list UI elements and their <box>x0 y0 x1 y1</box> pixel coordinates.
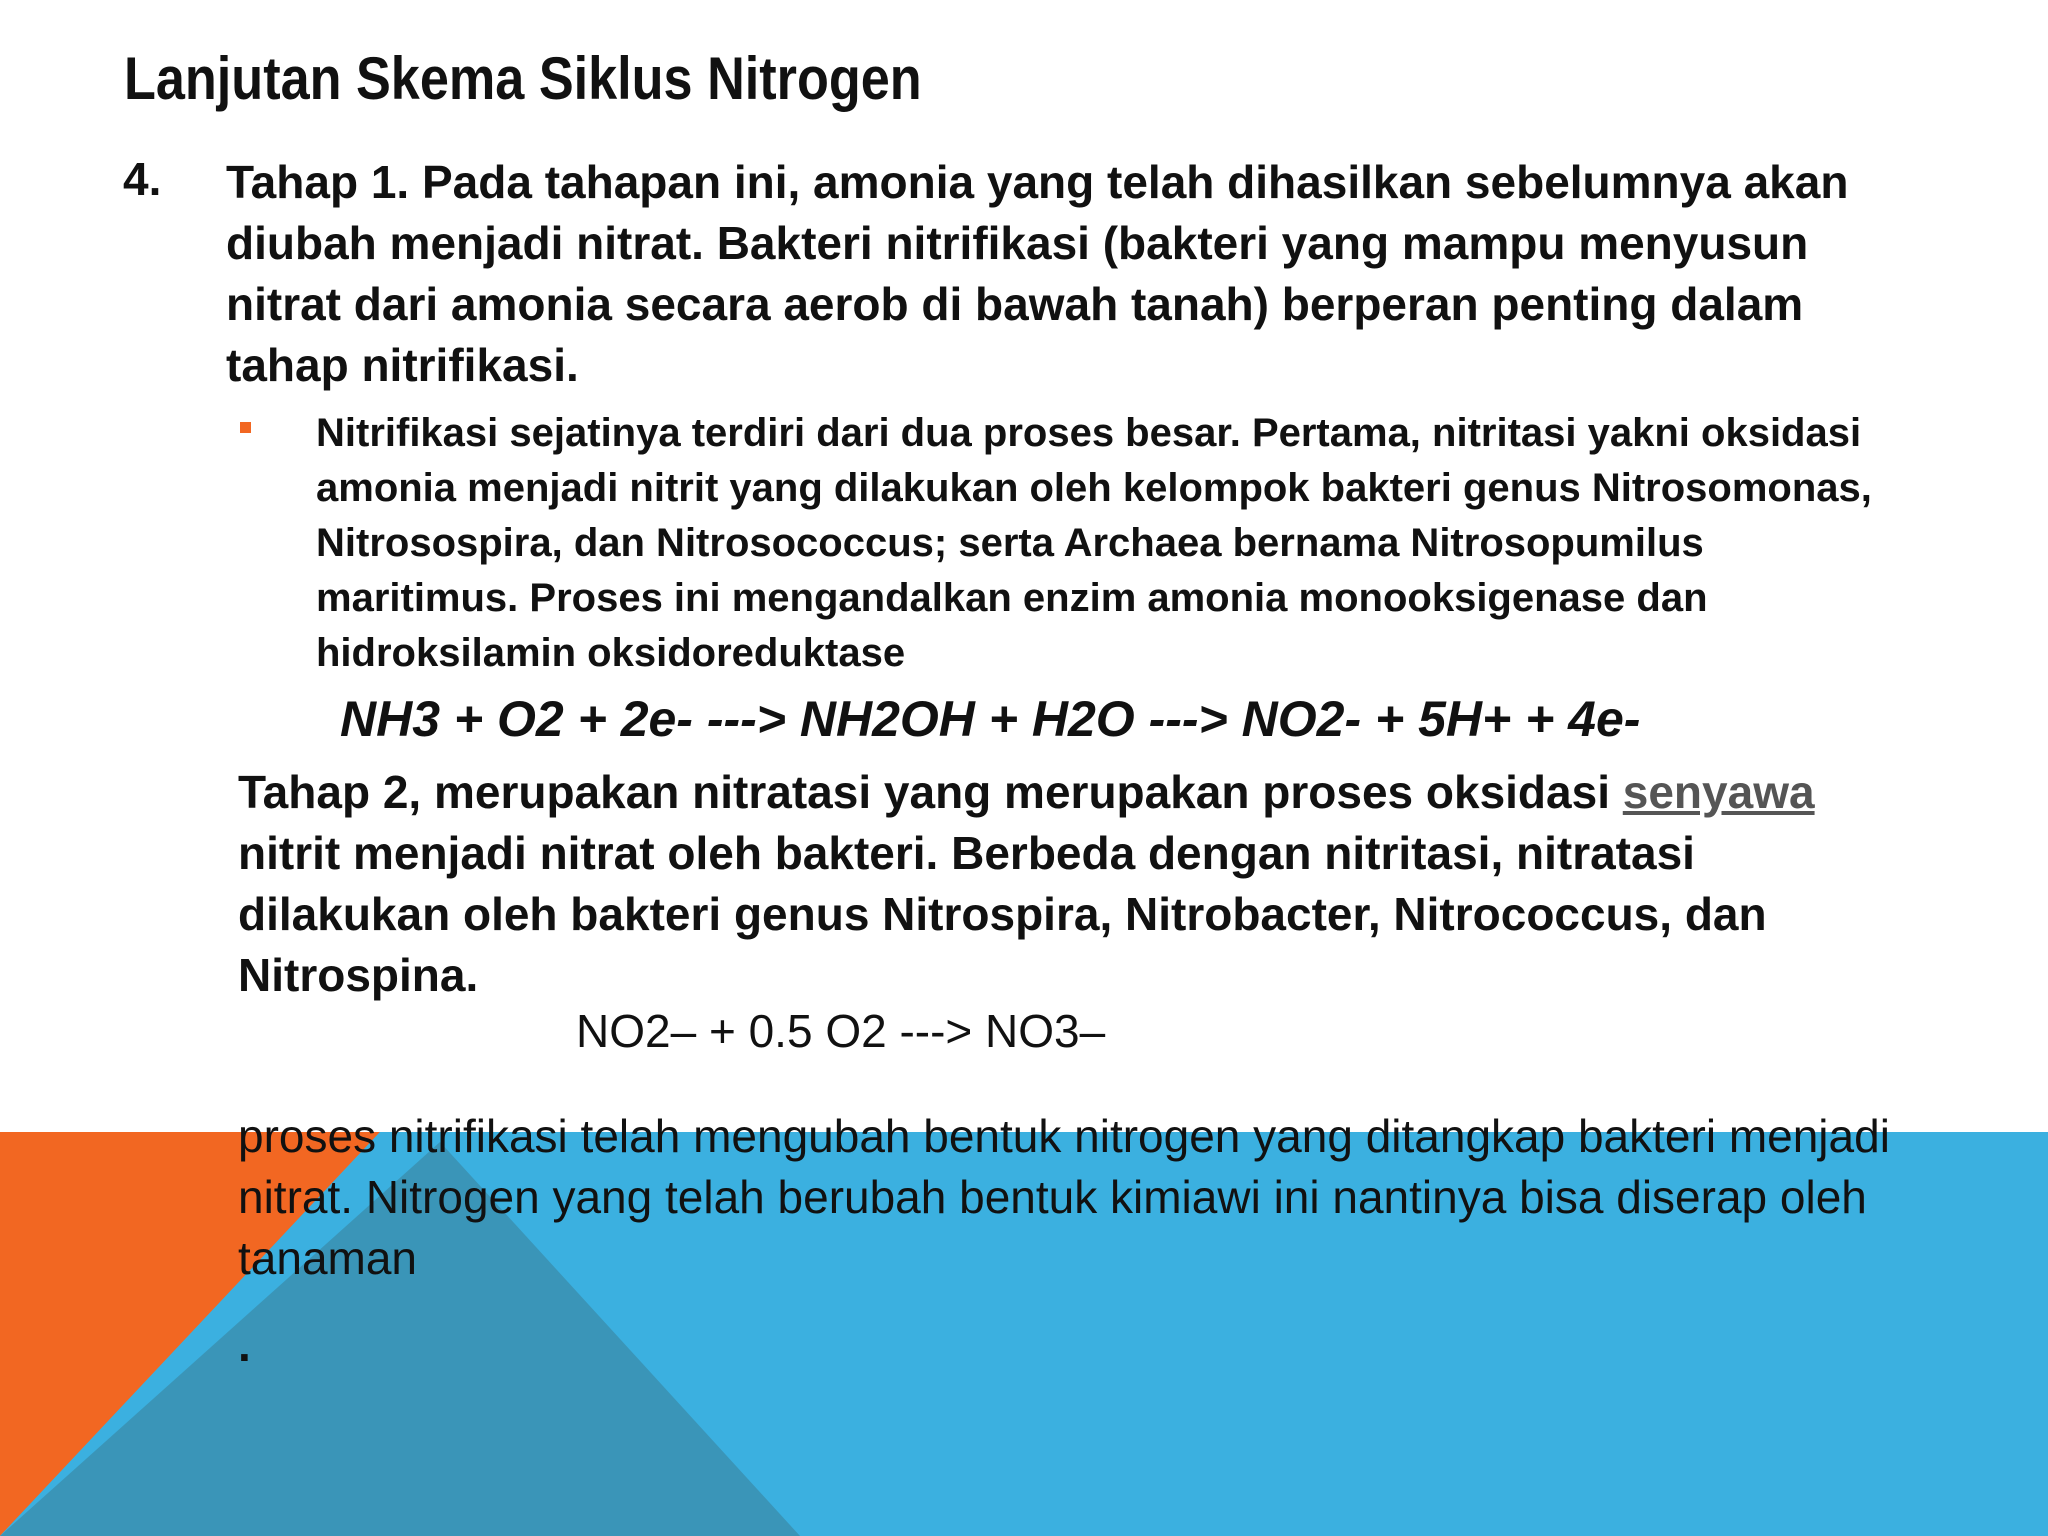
equation-nitratation: NO2– + 0.5 O2 ---> NO3– <box>576 1005 1106 1057</box>
stage-2-paragraph <box>238 762 1898 1006</box>
equation-nitritation: NH3 + O2 + 2e- ---> NH2OH + H2O ---> NO2- + 5H+ + 4e- <box>340 691 1641 747</box>
bullet-square-icon <box>240 422 251 433</box>
trailing-dot: . <box>238 1319 251 1371</box>
stage-2-prefix: Tahap 2, merupakan nitratasi yang merupakan proses oksidasi <box>238 766 1610 818</box>
stage-2-suffix: nitrit menjadi nitrat oleh bakteri. Berbeda dengan nitritasi, nitratasi dilakukan oleh bakteri genus Nitrospira, Nitrobacter, Nitrococcus, dan Nitrospina. <box>238 827 1767 1001</box>
item-number: 4. <box>123 153 162 205</box>
conclusion-paragraph: proses nitrifikasi telah mengubah bentuk nitrogen yang ditangkap bakteri menjadi nitrat. Nitrogen yang telah berubah bentuk kimiawi ini nantinya bisa diserap oleh tanaman <box>238 1110 1890 1284</box>
item-text: Tahap 1. Pada tahapan ini, amonia yang telah dihasilkan sebelumnya akan diubah menjadi nitrat. Bakteri nitrifikasi (bakteri yang mampu menyusun nitrat dari amonia secara aerob di bawah tanah) berperan penting dalam tahap nitrifikasi. <box>226 156 1849 391</box>
bullet-text: Nitrifikasi sejatinya terdiri dari dua proses besar. Pertama, nitritasi yakni oksidasi amonia menjadi nitrit yang dilakukan oleh kelompok bakteri genus Nitrosomonas, Nitrosospira, dan Nitrosococcus; serta Archaea bernama Nitrosopumilus maritimus. Proses ini mengandalkan enzim amonia monooksigenase dan hidroksilamin oksidoreduktase <box>316 411 1872 675</box>
slide-title: Lanjutan Skema Siklus Nitrogen <box>124 45 922 112</box>
senyawa-link[interactable]: senyawa <box>1622 766 1815 818</box>
